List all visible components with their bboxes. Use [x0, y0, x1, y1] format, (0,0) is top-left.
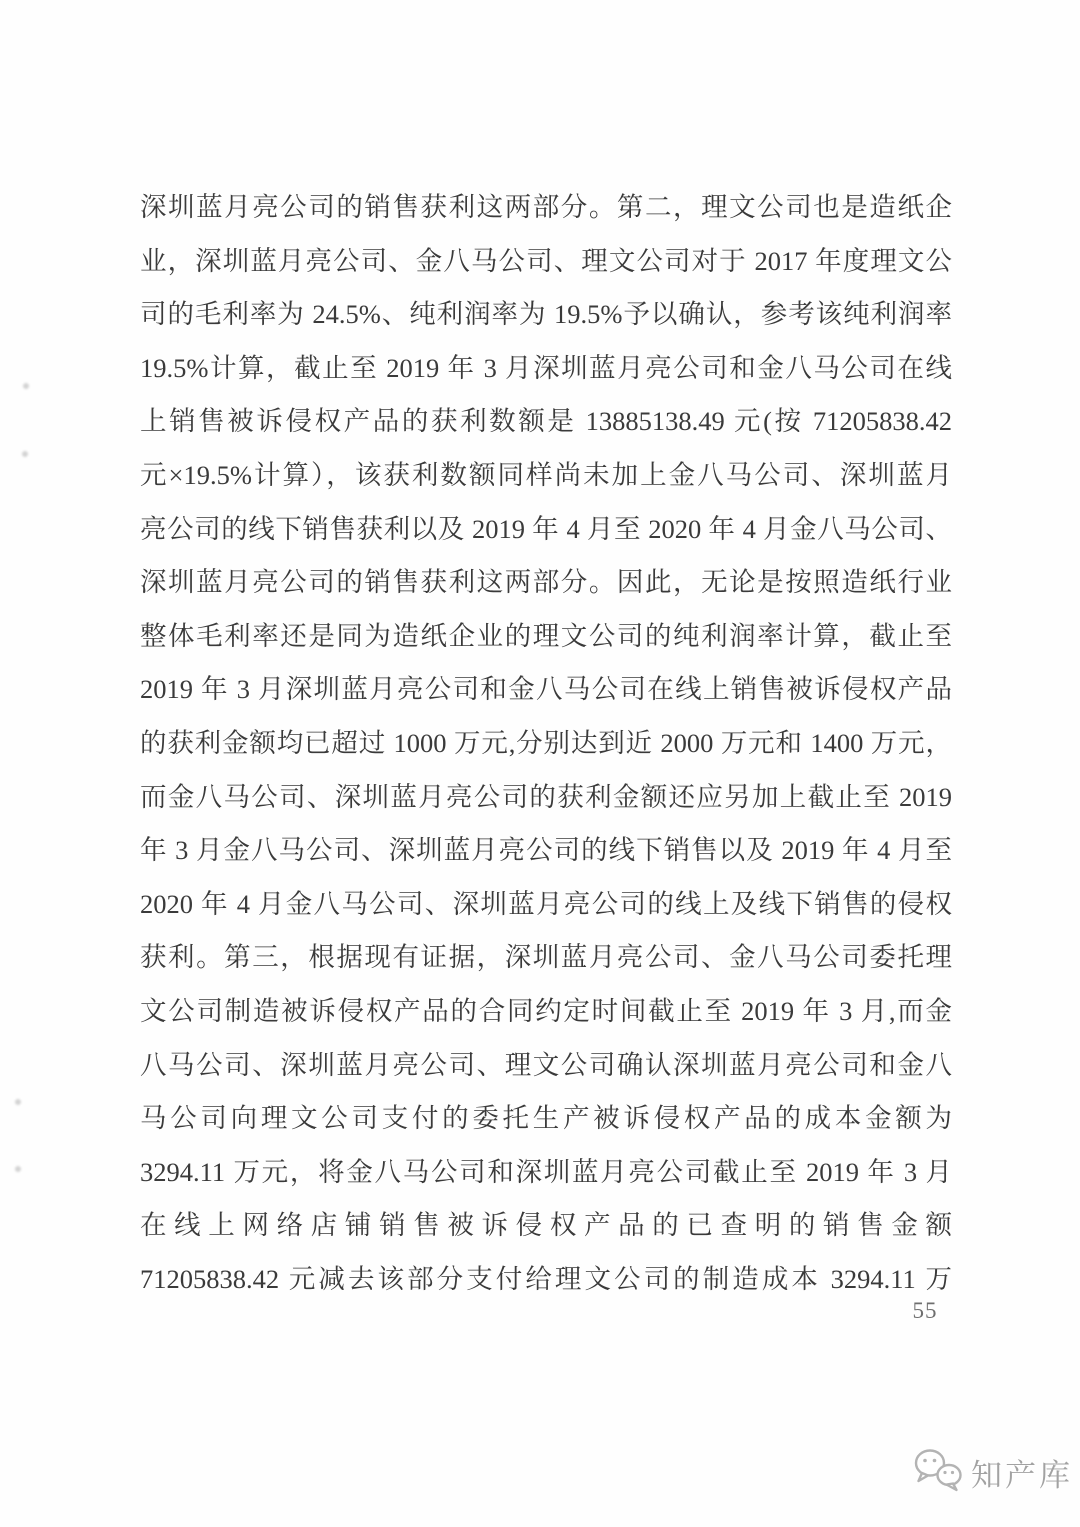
text-line: 司的毛利率为 24.5%、纯利润率为 19.5%予以确认，参考该纯利润率	[140, 299, 952, 330]
watermark-brand: 知产库	[971, 1457, 1073, 1493]
text-line: 2019 年 3 月深圳蓝月亮公司和金八马公司在线上销售被诉侵权产品	[140, 674, 952, 705]
text-line: 2020 年 4 月金八马公司、深圳蓝月亮公司的线上及线下销售的侵权	[140, 888, 952, 919]
scan-artifact-dot	[15, 1099, 21, 1105]
text-line: 整体毛利率还是同为造纸企业的理文公司的纯利润率计算，截止至	[140, 620, 952, 651]
text-line: 获利。第三，根据现有证据，深圳蓝月亮公司、金八马公司委托理	[140, 942, 952, 973]
text-line: 上销售被诉侵权产品的获利数额是 13885138.49 元(按 71205838.42	[140, 406, 952, 437]
text-line: 的获利金额均已超过 1000 万元,分别达到近 2000 万元和 1400 万元，	[140, 727, 952, 758]
text-line: 71205838.42 元减去该部分支付给理文公司的制造成本 3294.11 万	[140, 1263, 952, 1294]
text-line: 深圳蓝月亮公司的销售获利这两部分。第二，理文公司也是造纸企	[140, 192, 952, 222]
text-line: 亮公司的线下销售获利以及 2019 年 4 月至 2020 年 4 月金八马公司、	[140, 513, 952, 544]
text-line: 在线上网络店铺销售被诉侵权产品的已查明的销售金额	[140, 1210, 952, 1241]
text-line: 深圳蓝月亮公司的销售获利这两部分。因此，无论是按照造纸行业	[140, 567, 952, 598]
text-line: 八马公司、深圳蓝月亮公司、理文公司确认深圳蓝月亮公司和金八	[140, 1049, 952, 1080]
text-line: 业，深圳蓝月亮公司、金八马公司、理文公司对于 2017 年度理文公	[140, 245, 952, 276]
scan-artifact-dot	[22, 451, 28, 457]
page-number: 55	[912, 1298, 938, 1323]
scan-artifact-dot	[23, 383, 29, 389]
text-line: 19.5%计算，截止至 2019 年 3 月深圳蓝月亮公司和金八马公司在线	[140, 352, 952, 383]
body-text	[140, 181, 952, 1306]
watermark	[912, 1448, 1073, 1496]
scan-artifact-dot	[15, 1166, 21, 1172]
text-line: 文公司制造被诉侵权产品的合同约定时间截止至 2019 年 3 月,而金	[140, 995, 952, 1026]
text-line: 年 3 月金八马公司、深圳蓝月亮公司的线下销售以及 2019 年 4 月至	[140, 835, 952, 866]
text-line: 而金八马公司、深圳蓝月亮公司的获利金额还应另加上截止至 2019	[140, 781, 952, 812]
text-line: 马公司向理文公司支付的委托生产被诉侵权产品的成本金额为	[140, 1103, 952, 1134]
text-line: 元×19.5%计算），该获利数额同样尚未加上金八马公司、深圳蓝月	[140, 459, 952, 490]
text-line: 3294.11 万元，将金八马公司和深圳蓝月亮公司截止至 2019 年 3 月	[140, 1156, 952, 1187]
wechat-bubbles-icon	[912, 1448, 964, 1496]
